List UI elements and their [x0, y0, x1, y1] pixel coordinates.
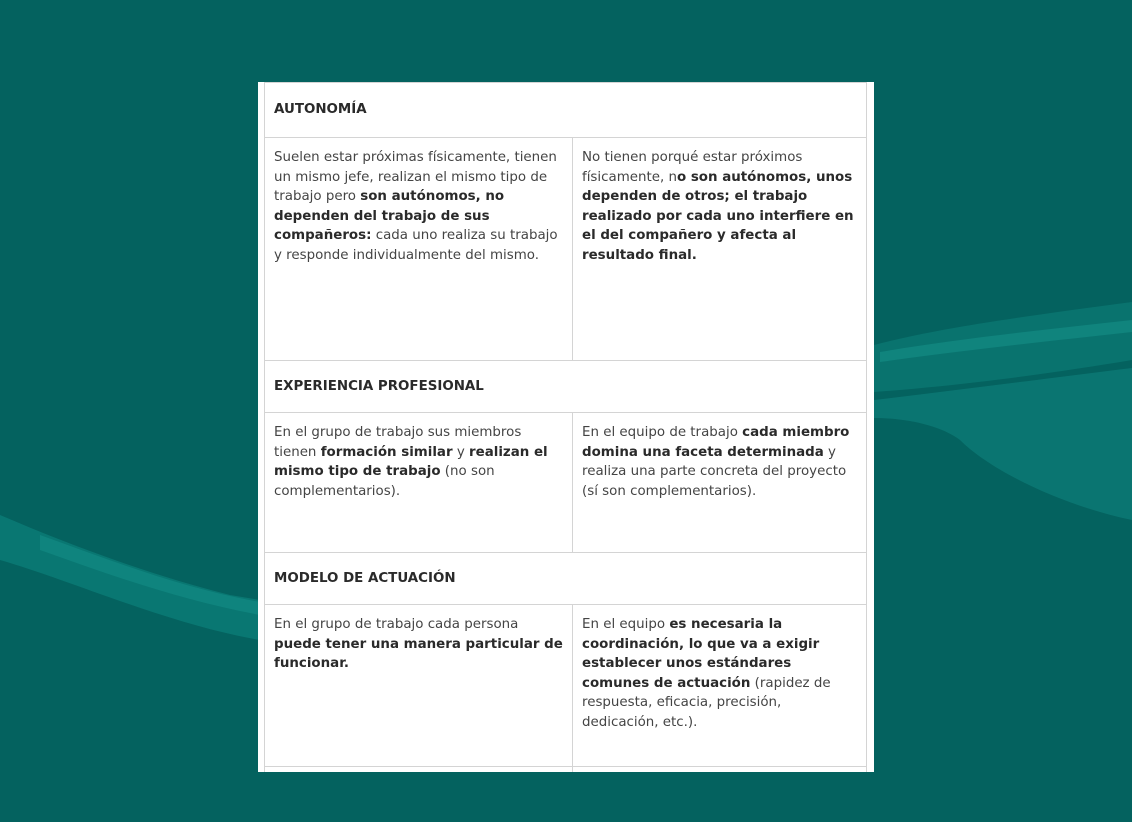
section-header-row	[265, 553, 867, 605]
bold-text-run: formación similar	[320, 444, 453, 460]
text-run: En el grupo de trabajo sus miembros tienen	[274, 425, 522, 460]
bold-text-run: realizan el mismo tipo de trabajo	[274, 444, 548, 480]
text-run: (rapidez de respuesta, eficacia, precisión, dedicación, etc.).	[582, 675, 831, 730]
bold-text-run: o son autónomos, unos dependen de otros; el trabajo realizado por cada uno interfiere en el del compañero y afecta al resultado final.	[582, 169, 854, 263]
group-description-cell	[265, 138, 573, 361]
section-content-row	[265, 413, 867, 553]
team-description-cell	[573, 413, 867, 553]
text-run: En el equipo de trabajo	[582, 425, 743, 440]
text-run: En el equipo	[582, 617, 670, 632]
team-description-cell	[573, 605, 867, 767]
text-run: (no son complementarios).	[274, 464, 495, 499]
comparison-table	[264, 82, 867, 772]
text-run: No tienen porqué estar próximos físicamente, n	[582, 150, 803, 185]
bold-text-run: cada miembro domina una faceta determinada	[582, 425, 850, 460]
section-header-row	[265, 83, 867, 138]
group-description-cell	[265, 605, 573, 767]
document-panel	[258, 82, 874, 772]
text-run: y realiza una parte concreta del proyecto (sí son complementarios).	[582, 444, 847, 499]
text-run: cada uno realiza su trabajo y responde individualmente del mismo.	[274, 228, 558, 263]
section-content-row	[265, 138, 867, 361]
text-run: Suelen estar próximas físicamente, tienen un mismo jefe, realizan el mismo tipo de trabajo pero	[274, 150, 557, 205]
bold-text-run: puede tener una manera particular de funcionar.	[274, 636, 563, 672]
table-continuation-row	[265, 767, 867, 773]
bold-text-run: son autónomos, no dependen del trabajo de sus compañeros:	[274, 189, 505, 244]
section-heading: EXPERIENCIA PROFESIONAL	[265, 361, 867, 413]
group-description-cell	[265, 413, 573, 553]
section-content-row	[265, 605, 867, 767]
text-run: y	[452, 444, 470, 460]
section-header-row	[265, 361, 867, 413]
section-heading: MODELO DE ACTUACIÓN	[265, 553, 867, 605]
bold-text-run: es necesaria la coordinación, lo que va a exigir establecer unos estándares comunes de actuación	[582, 617, 820, 691]
text-run: En el grupo de trabajo cada persona	[274, 617, 519, 632]
team-description-cell	[573, 138, 867, 361]
section-heading: AUTONOMÍA	[265, 83, 867, 138]
